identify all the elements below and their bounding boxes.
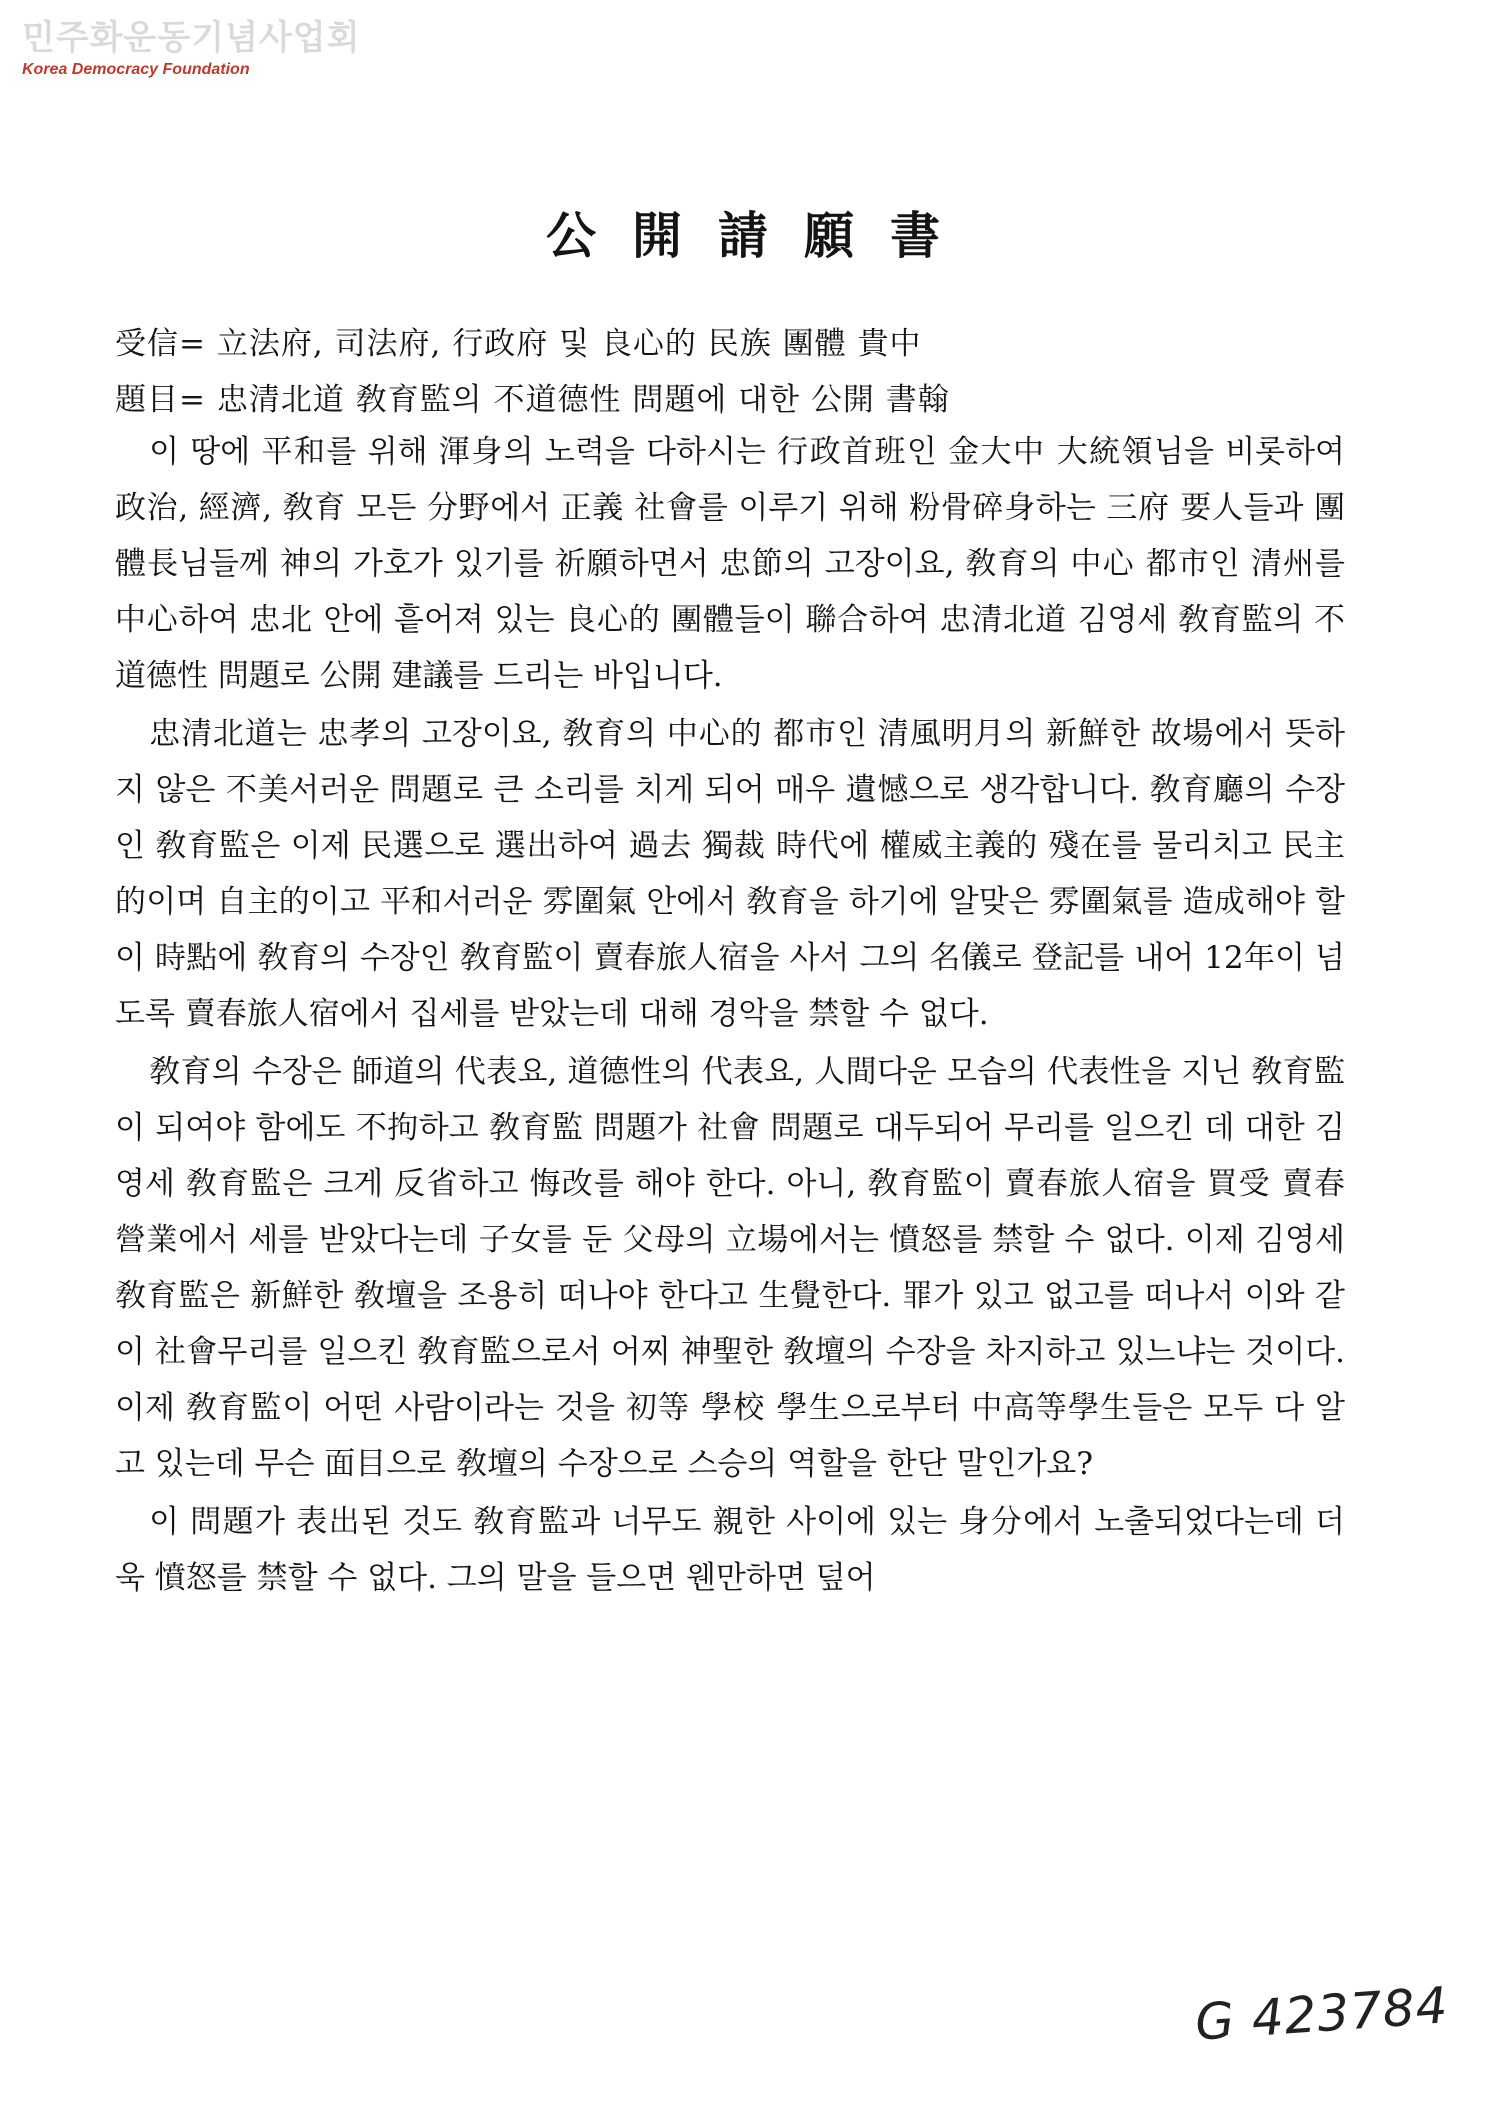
paragraph-1: 이 땅에 平和를 위해 渾身의 노력을 다하시는 行政首班인 金大中 大統領님을 비롯하여 政治, 經濟, 敎育 모든 分野에서 正義 社會를 이루기 위해 粉骨碎身하는 三府 要人들과 團體長님들께 神의 가호가 있기를 祈願하면서 忠節의 고장이요, 敎育의 中心 都市인 清州를 中心하여 忠北 안에 흩어져 있는 良心的 團體들이 聯合하여 忠清北道 김영세 敎育監의 不道德性 問題로 公開 建議를 드리는 바입니다. (115, 434, 1345, 694)
paragraph-3: 敎育의 수장은 師道의 代表요, 道德性의 代表요, 人間다운 모습의 代表性을 지닌 敎育監이 되여야 함에도 不拘하고 敎育監 問題가 社會 問題로 대두되어 무리를 일으킨 데 대한 김영세 敎育監은 크게 反省하고 悔改를 해야 한다. 아니, 敎育監이 賣春旅人宿을 買受 賣春 營業에서 세를 받았다는데 子女를 둔 父母의 立場에서는 憤怒를 禁할 수 없다. 이제 김영세 敎育監은 新鮮한 敎壇을 조용히 떠나야 한다고 生覺한다. 罪가 있고 없고를 떠나서 이와 같이 社會무리를 일으킨 敎育監으로서 어찌 神聖한 敎壇의 수장을 차지하고 있느냐는 것이다. 이제 敎育監이 어떤 사람이라는 것을 初等 學校 學生으로부터 中高等學生들은 모두 다 알고 있는데 무슨 面目으로 敎壇의 수장으로 스승의 역할을 한단 말인가요? (115, 1054, 1345, 1482)
foundation-watermark (22, 18, 360, 80)
watermark-korean: 민주화운동기념사업회 (22, 18, 361, 58)
paragraph-4: 이 問題가 表出된 것도 敎育監과 너무도 親한 사이에 있는 身分에서 노출되었다는데 더욱 憤怒를 禁할 수 없다. 그의 말을 들으면 웬만하면 덮어 (115, 1504, 1345, 1596)
document-body (115, 424, 1345, 1608)
handwritten-archive-code: G 423784 (1193, 1976, 1451, 2052)
subject-line: 題目= 忠清北道 敎育監의 不道德性 問題에 대한 公開 書翰 (115, 382, 950, 418)
recipient-line: 受信= 立法府, 司法府, 行政府 및 良心的 民族 團體 貴中 (115, 326, 922, 362)
watermark-english: Korea Democracy Foundation (22, 61, 250, 78)
paragraph-2: 忠清北道는 忠孝의 고장이요, 敎育의 中心的 都市인 清風明月의 新鮮한 故場에서 뜻하지 않은 不美서러운 問題로 큰 소리를 치게 되어 매우 遺憾으로 생각합니다. 敎育廳의 수장인 敎育監은 이제 民選으로 選出하여 過去 獨裁 時代에 權威主義的 殘在를 물리치고 民主的이며 自主的이고 平和서러운 雰圍氣 안에서 敎育을 하기에 알맞은 雰圍氣를 造成해야 할 이 時點에 敎育의 수장인 敎育監이 賣春旅人宿을 사서 그의 名儀로 登記를 내어 12年이 넘도록 賣春旅人宿에서 집세를 받았는데 대해 경악을 禁할 수 없다. (115, 716, 1345, 1032)
document-title: 公開請願書 (546, 206, 976, 265)
